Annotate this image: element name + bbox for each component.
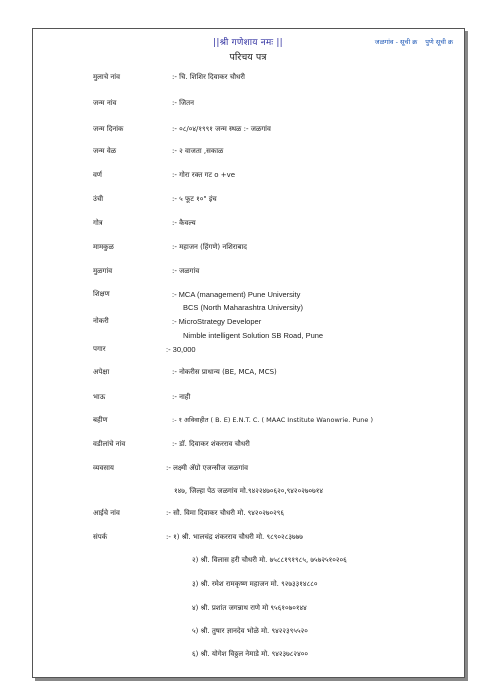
- header-links: [375, 37, 453, 46]
- field-value: :- जळगांव: [172, 267, 200, 275]
- field-value: Nimble intelligent Solution SB Road, Pune: [183, 331, 324, 340]
- field-label: जन्म दिनांक: [93, 125, 124, 133]
- contact-entry: :- १) श्री. भालचंद्र शंकरराव चौधरी मो. ९८९०२८३७७७: [166, 533, 303, 541]
- field-value: :- जितन: [172, 99, 194, 107]
- contacts-label: संपर्क: [93, 533, 108, 541]
- field-value: :- नोकरीस प्राधान्य (BE, MCA, MCS): [172, 368, 277, 376]
- field-label: उंची: [93, 195, 104, 203]
- field-label: व्यवसाय: [93, 464, 114, 472]
- field-value: :- MCA (management) Pune University: [172, 290, 301, 299]
- field-label: जन्म नांव: [93, 99, 117, 107]
- field-value: :- नाही: [172, 393, 191, 401]
- field-label: शिक्षण: [93, 291, 110, 298]
- field-value: :- २ वाजता ,सकाळ: [172, 147, 224, 155]
- field-label: मुळगांव: [93, 267, 113, 275]
- field-label: मामकुळ: [93, 243, 114, 251]
- field-value: :- 30,000: [166, 345, 196, 354]
- field-value: :- १ अविवाहीत ( B. E) E.N.T. C. ( MAAC Institute Wanowrie. Pune ): [172, 416, 374, 424]
- field-label: जन्म वेळ: [93, 147, 117, 155]
- field-label: आईचे नांव: [93, 509, 120, 517]
- field-value: :- चि. शिशिर दिवाकर चौधरी: [172, 73, 245, 81]
- contact-entry: २) श्री. विलास हरी चौधरी मो. ७५८८१९१९८५, ७५७२५१०२०६: [192, 556, 347, 564]
- field-value: :- महाजन (हिंगणे) नशिराबाद: [172, 243, 248, 251]
- field-value: १४७, जिल्हा पेठ जळगांव मो.९४२२४७०६२०,९४२०२७०७१४: [174, 487, 324, 495]
- field-value: :- ५ फूट १०" इंच: [172, 195, 217, 203]
- field-label: नोकरी: [93, 318, 109, 325]
- field-value: :- लक्ष्मी ॲग्रो एजन्सीज जळगांव: [166, 464, 248, 472]
- page-title: ||श्री गणेशाय नमः ||: [213, 38, 283, 48]
- field-value: :- सौ. विमा दिवाकर चौधरी मो. ९४२०२७०२९६: [166, 509, 285, 517]
- pune-list-link[interactable]: पुणे सूची क्र: [425, 38, 453, 46]
- contact-entry: ३) श्री. रमेश रामकृष्ण महाजन मो. ९२७३३१४८८०: [192, 580, 318, 588]
- field-label: वर्ण: [93, 171, 102, 179]
- field-label: अपेक्षा: [93, 368, 110, 376]
- contact-entry: ६) श्री. योगेश विठ्ठल नेमाडे मो. ९४२३७८२४००: [192, 650, 308, 658]
- field-label: वडीलांचे नांव: [93, 440, 126, 448]
- field-label: गोत्र: [93, 219, 103, 227]
- contact-entry: ५) श्री. तुषार ज्ञानदेव भोळे मो. ९४२२३९५५२०: [192, 627, 308, 635]
- field-value: :- कैवल्य: [172, 219, 196, 227]
- contact-entry: ४) श्री. प्रशांत जगन्नाथ राणे मो ९५६१०७०१४४: [192, 604, 307, 612]
- field-value: :- डॉ. दिवाकर शंकरराव चौधरी: [172, 440, 250, 448]
- field-value: :- MicroStrategy Developer: [172, 317, 262, 326]
- field-value: :- ०८/०४/१९९१ जन्म स्थळ :- जळगांव: [172, 125, 271, 133]
- field-label: बहीण: [93, 416, 108, 424]
- field-value: :- गोरा रक्त गट o +ve: [172, 171, 236, 179]
- field-label: भाऊ: [93, 393, 106, 401]
- field-label: मुलाचे नांव: [93, 73, 121, 81]
- jalgaon-list-link[interactable]: जळगांव - सूची क्र: [374, 38, 418, 46]
- field-value: BCS (North Maharashtra University): [183, 303, 304, 312]
- field-label: पगार: [93, 346, 106, 353]
- page-subtitle: परिचय पत्र: [229, 52, 267, 63]
